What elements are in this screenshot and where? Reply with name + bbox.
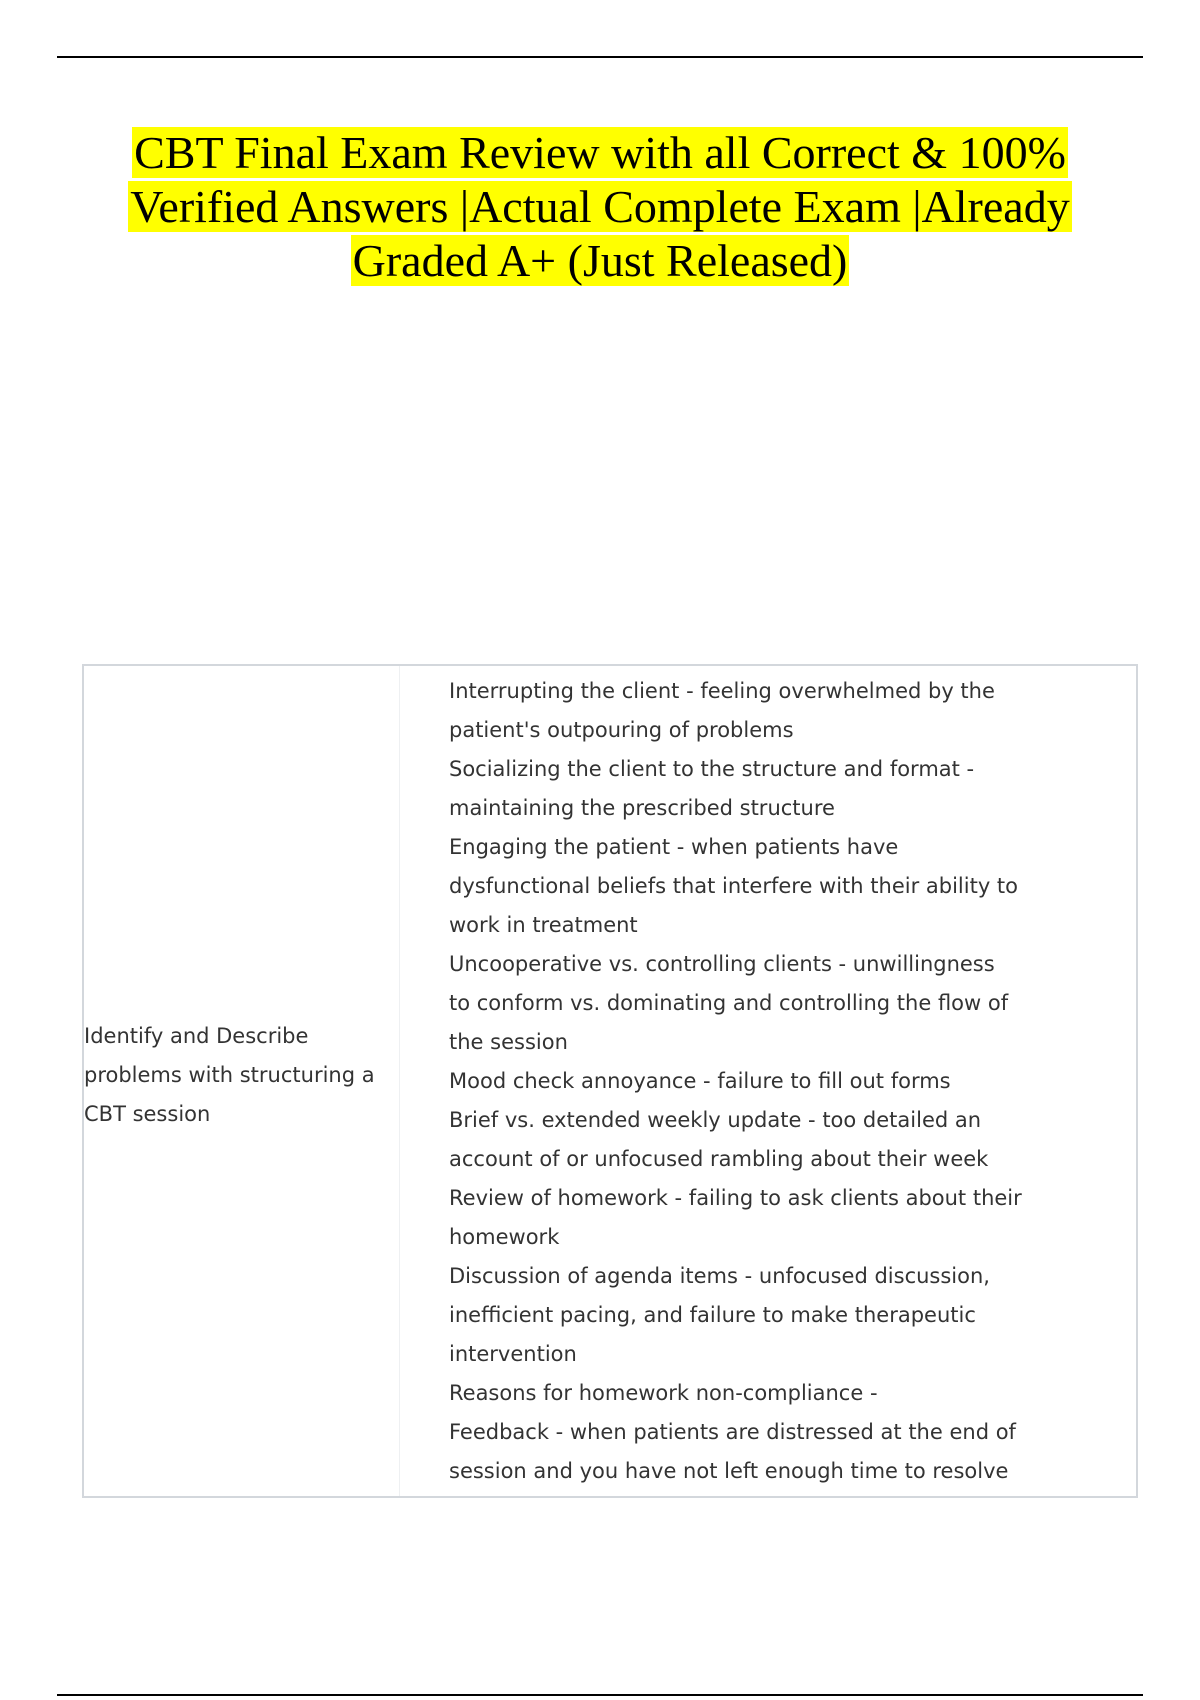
title-line-3: Graded A+ (Just Released) (352, 235, 848, 286)
definition-cell (400, 666, 1136, 1496)
title-line-1: CBT Final Exam Review with all Correct & 100% (134, 127, 1066, 178)
definition-line: account of or unfocused rambling about their week (449, 1147, 989, 1171)
title-line-2: Verified Answers |Actual Complete Exam |Already (130, 181, 1070, 232)
definition-line: Discussion of agenda items - unfocused discussion, (449, 1264, 990, 1288)
definition-line: intervention (449, 1342, 577, 1366)
flashcard-table (82, 664, 1138, 1498)
definition-line: Reasons for homework non-compliance - (449, 1381, 878, 1405)
definition-line: dysfunctional beliefs that interfere with their ability to (449, 874, 1018, 898)
definition-line: session and you have not left enough time to resolve (449, 1459, 1009, 1483)
term-cell (84, 666, 400, 1496)
definition-line: Review of homework - failing to ask clients about their (449, 1186, 1022, 1210)
bottom-rule (57, 1694, 1143, 1696)
definition-line: patient's outpouring of problems (449, 718, 794, 742)
definition-line: Mood check annoyance - failure to fill out forms (449, 1069, 951, 1093)
definition-line: work in treatment (449, 913, 638, 937)
definition-line: Socializing the client to the structure and format - (449, 757, 975, 781)
definition-line: Brief vs. extended weekly update - too detailed an (449, 1108, 982, 1132)
definition-line: the session (449, 1030, 568, 1054)
definition-line: homework (449, 1225, 560, 1249)
definition-line: to conform vs. dominating and controlling the flow of (449, 991, 1009, 1015)
definition-line: Feedback - when patients are distressed at the end of (449, 1420, 1016, 1444)
term-text: Identify and Describe problems with structuring a CBT session (84, 1023, 375, 1126)
definition-line: Interrupting the client - feeling overwhelmed by the (449, 679, 995, 703)
document-title (100, 126, 1100, 288)
definition-line: inefficient pacing, and failure to make therapeutic (449, 1303, 976, 1327)
definition-line: Engaging the patient - when patients have (449, 835, 899, 859)
top-rule (57, 56, 1143, 58)
definition-line: maintaining the prescribed structure (449, 796, 835, 820)
definition-line: Uncooperative vs. controlling clients - unwillingness (449, 952, 995, 976)
